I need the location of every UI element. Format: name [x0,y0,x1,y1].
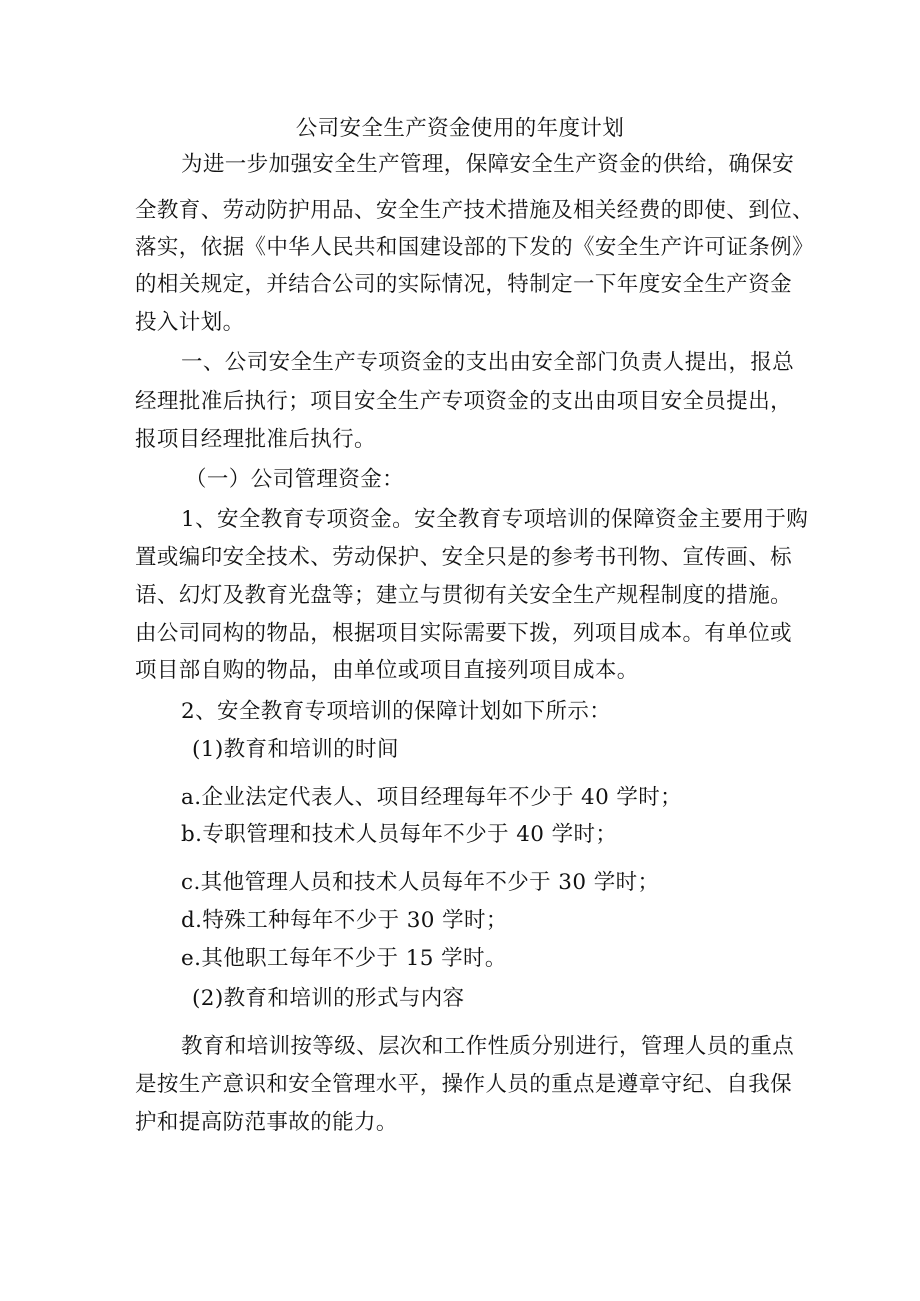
intro-line: 的相关规定，并结合公司的实际情况，特制定一下年度安全生产资金 [135,272,793,297]
subsection-heading: （一）公司管理资金： [185,467,405,492]
list-item: c.其他管理人员和技术人员每年不少于 30 学时； [181,870,660,895]
section-one-line: 报项目经理批准后执行。 [135,427,376,452]
item-two-text: 2、安全教育专项培训的保障计划如下所示： [181,699,612,724]
training-form-heading: (2)教育和培训的形式与内容 [192,986,465,1011]
intro-line: 落实，依据《中华人民共和国建设部的下发的《安全生产许可证条例》 [135,235,814,260]
training-time-heading: (1)教育和培训的时间 [192,737,399,762]
section-one-line: 一、公司安全生产专项资金的支出由安全部门负责人提出，报总 [181,350,795,375]
item-one-line: 由公司同构的物品，根据项目实际需要下拨，列项目成本。有单位或 [135,621,793,646]
list-item: e.其他职工每年不少于 15 学时。 [181,946,507,971]
training-form-line: 教育和培训按等级、层次和工作性质分别进行，管理人员的重点 [181,1034,795,1059]
document-title: 公司安全生产资金使用的年度计划 [295,116,625,141]
item-one-line: 项目部自购的物品，由单位或项目直接列项目成本。 [135,658,639,683]
intro-line: 全教育、劳动防护用品、安全生产技术措施及相关经费的即使、到位、 [135,198,814,223]
training-form-line: 是按生产意识和安全管理水平，操作人员的重点是遵章守纪、自我保 [135,1072,793,1097]
list-item: d.特殊工种每年不少于 30 学时； [181,908,508,933]
training-form-line: 护和提高防范事故的能力。 [135,1110,398,1135]
item-one-line: 语、幻灯及教育光盘等；建立与贯彻有关安全生产规程制度的措施。 [135,583,793,608]
item-one-line: 1、安全教育专项资金。安全教育专项培训的保障资金主要用于购 [181,507,809,532]
intro-line: 投入计划。 [135,310,245,335]
intro-line: 为进一步加强安全生产管理，保障安全生产资金的供给，确保安 [181,152,795,177]
section-one-line: 经理批准后执行；项目安全生产专项资金的支出由项目安全员提出， [135,389,793,414]
list-item: b.专职管理和技术人员每年不少于 40 学时； [181,822,618,847]
item-one-line: 置或编印安全技术、劳动保护、安全只是的参考书刊物、宣传画、标 [135,545,793,570]
list-item: a.企业法定代表人、项目经理每年不少于 40 学时； [181,785,683,810]
